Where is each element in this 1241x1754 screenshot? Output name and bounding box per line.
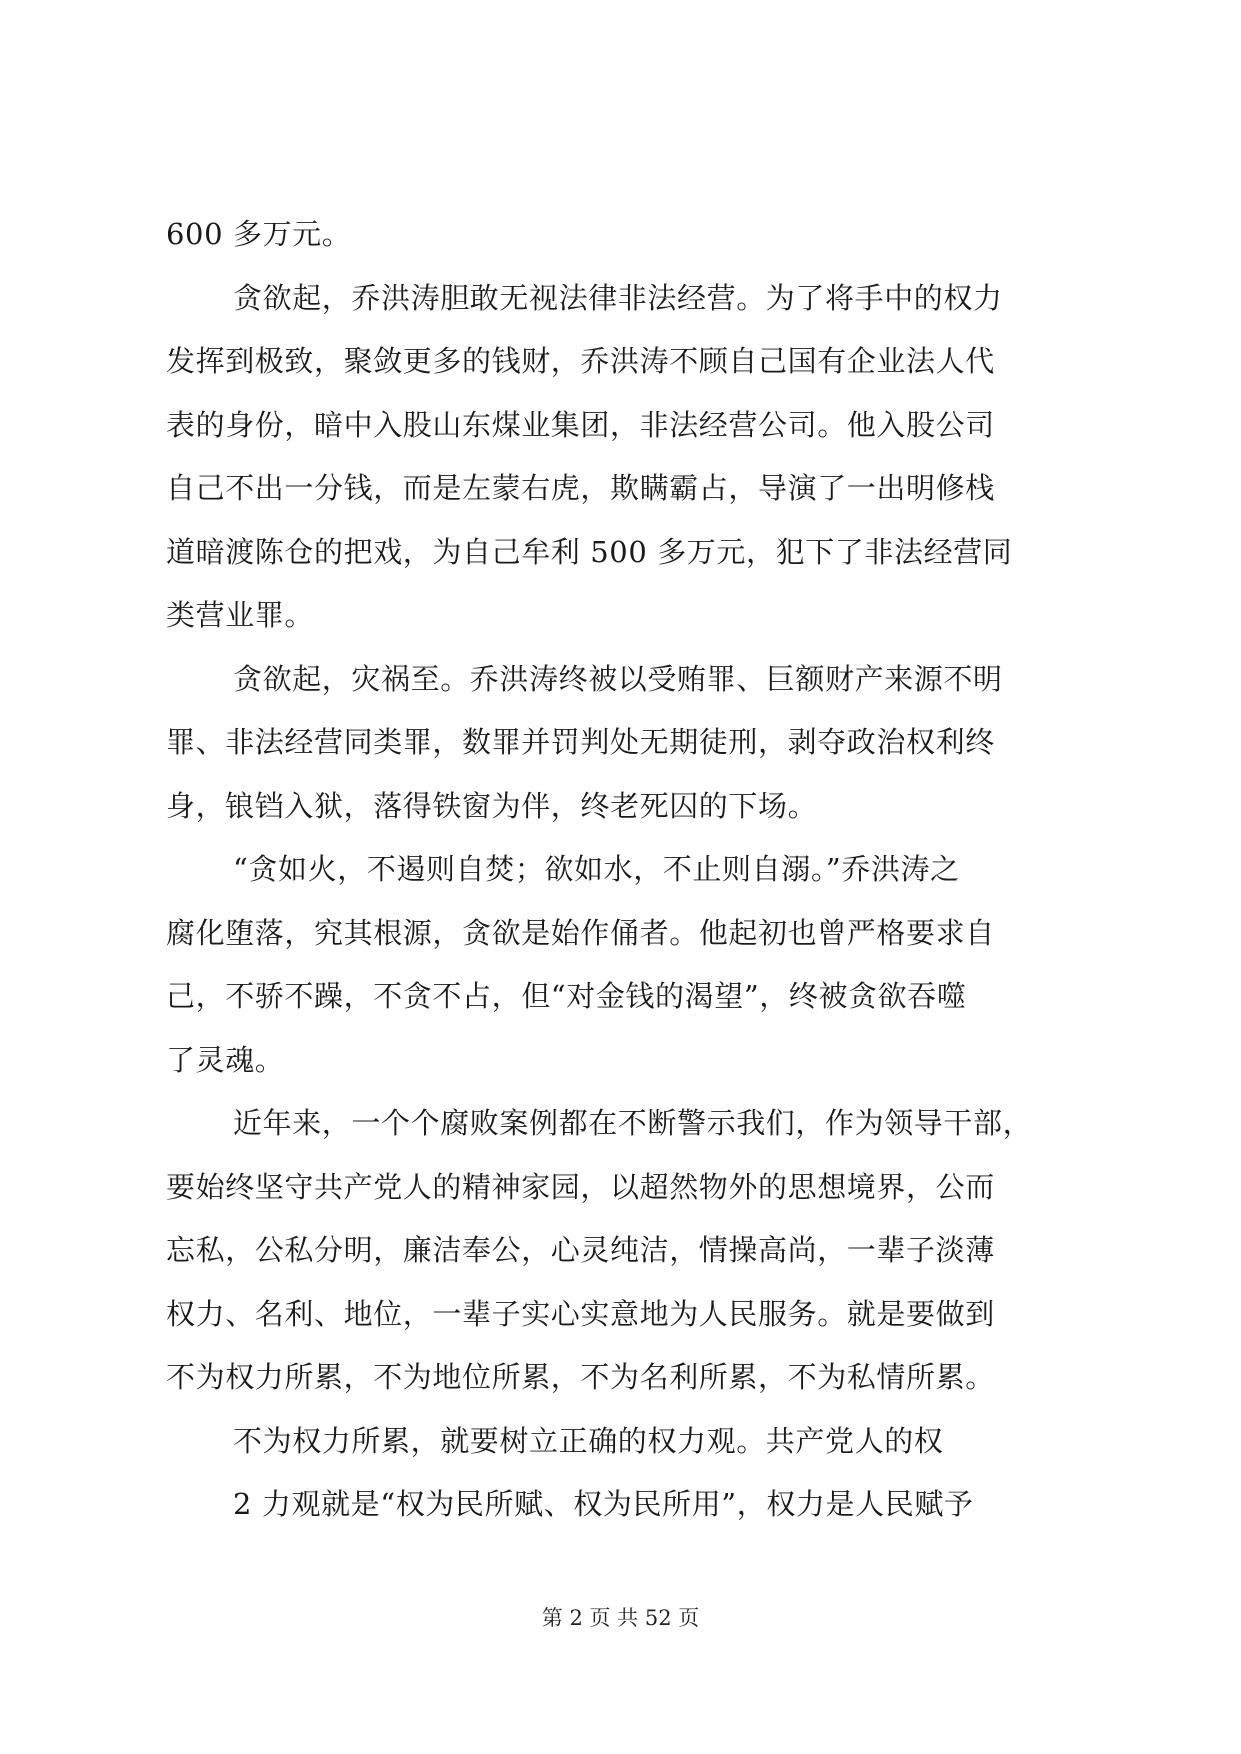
text-line: 己，不骄不躁，不贪不占，但“对金钱的渴望”，终被贪欲吞噬	[166, 979, 967, 1013]
text-line: 了灵魂。	[166, 1042, 285, 1077]
text-line: 道暗渡陈仓的把戏，为自己牟利 500 多万元，犯下了非法经营同	[166, 534, 1013, 569]
text-line: 忘私，公私分明，廉洁奉公，心灵纯洁，情操高尚，一辈子淡薄	[166, 1233, 995, 1267]
text-line: 贪欲起，灾祸至。乔洪涛终被以受贿罪、巨额财产来源不明	[233, 661, 1003, 696]
text-line: 2 力观就是“权为民所赋、权为民所用”，权力是人民赋予	[233, 1487, 974, 1521]
text-line: 腐化堕落，究其根源，贪欲是始作俑者。他起初也曾严格要求自	[166, 915, 995, 950]
text-line: “贪如火，不遏则自焚；欲如水，不止则自溺。”乔洪涛之	[233, 852, 960, 886]
page-footer: 第 2 页 共 52 页	[541, 1606, 700, 1630]
text-line: 身，锒铛入狱，落得铁窗为伴，终老死囚的下场。	[166, 788, 818, 823]
text-line: 罪、非法经营同类罪，数罪并罚判处无期徒刑，剥夺政治权利终	[166, 725, 995, 759]
text-line: 不为权力所累，就要树立正确的权力观。共产党人的权	[233, 1423, 944, 1458]
text-line: 类营业罪。	[166, 598, 315, 632]
text-line: 权力、名利、地位，一辈子实心实意地为人民服务。就是要做到	[166, 1296, 995, 1331]
document-body	[166, 203, 1086, 1537]
text-line: 要始终坚守共产党人的精神家园，以超然物外的思想境界，公而	[166, 1169, 995, 1204]
text-line: 600 多万元。	[166, 217, 352, 251]
text-line: 自己不出一分钱，而是左蒙右虎，欺瞒霸占，导演了一出明修栈	[166, 471, 995, 505]
text-line: 近年来，一个个腐败案例都在不断警示我们，作为领导干部，	[233, 1106, 1033, 1140]
text-line: 贪欲起，乔洪涛胆敢无视法律非法经营。为了将手中的权力	[233, 280, 1003, 315]
text-line: 表的身份，暗中入股山东煤业集团，非法经营公司。他入股公司	[166, 407, 995, 442]
text-line: 不为权力所累，不为地位所累，不为名利所累，不为私情所累。	[166, 1360, 995, 1394]
text-line: 发挥到极致，聚敛更多的钱财，乔洪涛不顾自己国有企业法人代	[166, 344, 995, 378]
